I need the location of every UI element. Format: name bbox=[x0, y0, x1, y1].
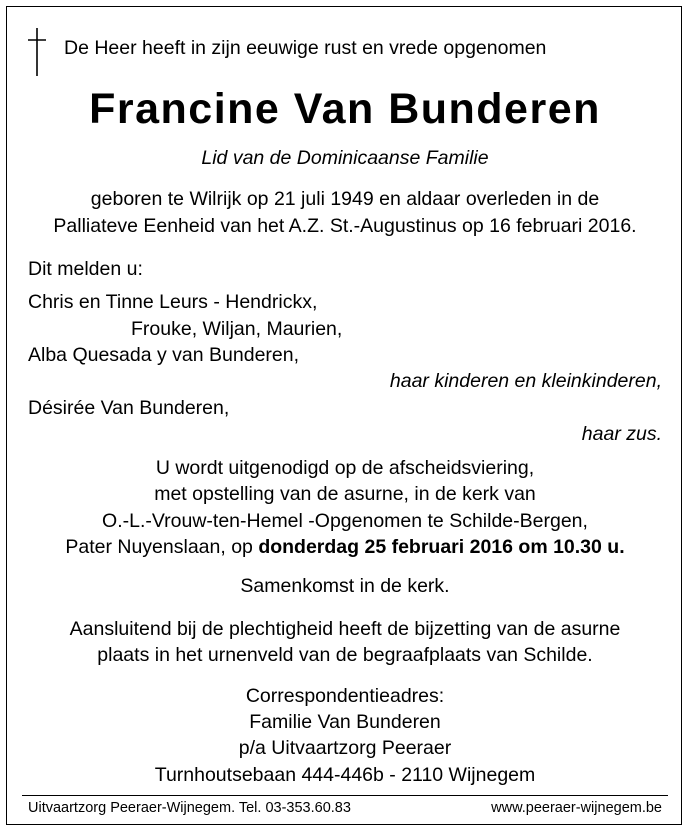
footer-website: www.peeraer-wijnegem.be bbox=[491, 800, 662, 816]
correspondence-name: Familie Van Bunderen bbox=[249, 711, 441, 733]
announcer-line-3: Alba Quesada y van Bunderen, bbox=[28, 344, 300, 366]
burial-line-1: Aansluitend bij de plechtigheid heeft de bijzetting van de asurne bbox=[69, 618, 621, 640]
relation-sister: haar zus. bbox=[581, 423, 662, 445]
subtitle: Lid van de Dominicaanse Familie bbox=[201, 147, 489, 169]
gathering-text: Samenkomst in de kerk. bbox=[240, 575, 450, 597]
footer-divider bbox=[22, 795, 668, 796]
ceremony-line-2: met opstelling van de asurne, in de kerk van bbox=[154, 483, 536, 505]
deceased-name: Francine Van Bunderen bbox=[89, 85, 601, 133]
correspondence-address: Turnhoutsebaan 444-446b - 2110 Wijnegem bbox=[154, 764, 536, 786]
ceremony-line-4 bbox=[0, 535, 690, 559]
intro-text: De Heer heeft in zijn eeuwige rust en vrede opgenomen bbox=[64, 37, 547, 59]
ceremony-line-1: U wordt uitgenodigd op de afscheidsviering, bbox=[155, 457, 535, 479]
footer-company: Uitvaartzorg Peeraer-Wijnegem. Tel. 03-353.60.83 bbox=[28, 800, 351, 816]
announcer-line-2: Frouke, Wiljan, Maurien, bbox=[131, 318, 343, 340]
cross-icon bbox=[26, 28, 48, 76]
burial-line-2: plaats in het urnenveld van de begraafplaats van Schilde. bbox=[97, 644, 593, 666]
announcer-line-1: Chris en Tinne Leurs - Hendrickx, bbox=[28, 291, 318, 313]
relation-children: haar kinderen en kleinkinderen, bbox=[389, 370, 662, 392]
correspondence-label: Correspondentieadres: bbox=[245, 685, 445, 707]
correspondence-care-of: p/a Uitvaartzorg Peeraer bbox=[238, 737, 452, 759]
ceremony-datetime: donderdag 25 februari 2016 om 10.30 u. bbox=[258, 536, 625, 558]
born-line-1: geboren te Wilrijk op 21 juli 1949 en aldaar overleden in de bbox=[90, 188, 600, 210]
ceremony-location: Pater Nuyenslaan, op bbox=[65, 536, 259, 558]
ceremony-line-3: O.-L.-Vrouw-ten-Hemel -Opgenomen te Schilde-Bergen, bbox=[102, 510, 588, 532]
announcer-line-4: Désirée Van Bunderen, bbox=[28, 397, 230, 419]
born-line-2: Palliateve Eenheid van het A.Z. St.-Augustinus op 16 februari 2016. bbox=[53, 215, 637, 237]
announcers-intro: Dit melden u: bbox=[28, 258, 143, 280]
